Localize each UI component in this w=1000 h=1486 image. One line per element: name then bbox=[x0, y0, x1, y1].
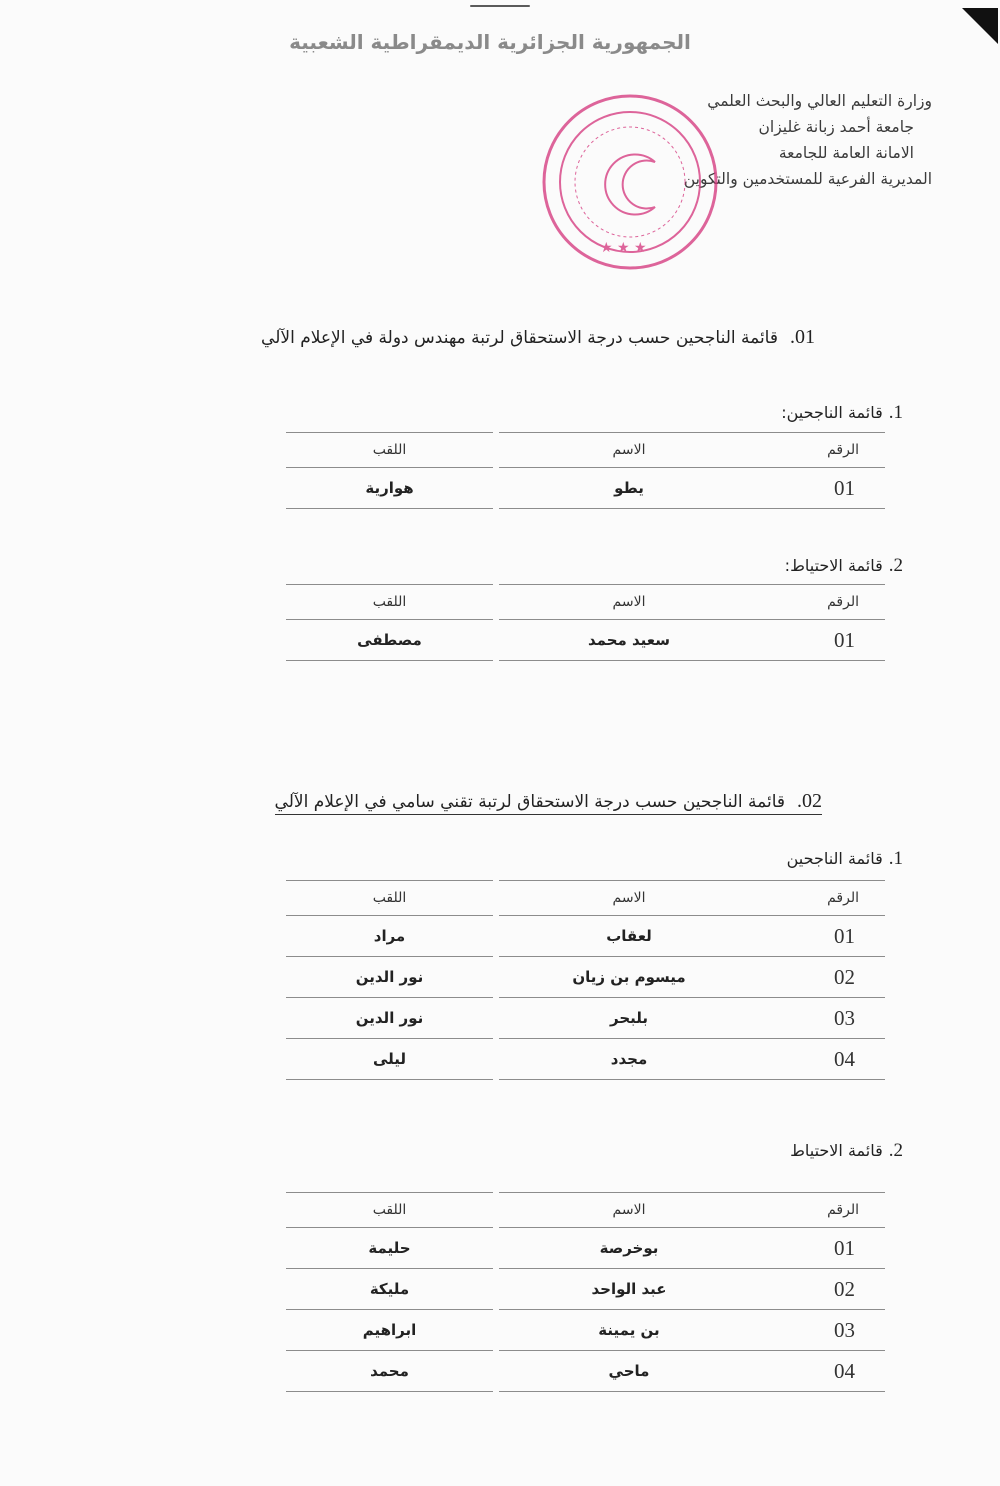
row-number: 01 bbox=[759, 916, 885, 957]
table-row bbox=[283, 1310, 885, 1351]
section-2-number: 02. bbox=[797, 790, 822, 812]
row-number: 01 bbox=[759, 468, 885, 509]
row-lastname: مراد bbox=[283, 916, 496, 957]
table-header-row bbox=[283, 433, 885, 468]
stars-icon: ★ ★ ★ bbox=[600, 240, 647, 256]
row-lastname: مليكة bbox=[283, 1269, 496, 1310]
s2-winners-table bbox=[280, 880, 885, 1080]
col-lastname: اللقب bbox=[283, 585, 496, 620]
col-name: الاسم bbox=[496, 1193, 759, 1228]
table-header-row bbox=[283, 585, 885, 620]
list-title-text: قائمة الناجحين: bbox=[781, 403, 883, 422]
col-number: الرقم bbox=[759, 881, 885, 916]
col-name: الاسم bbox=[496, 433, 759, 468]
table-row bbox=[283, 998, 885, 1039]
col-number: الرقم bbox=[759, 433, 885, 468]
republic-heading: الجمهورية الجزائرية الديمقراطية الشعبية bbox=[289, 30, 691, 54]
table-row bbox=[283, 620, 885, 661]
secretariat-line: الامانة العامة للجامعة bbox=[778, 144, 914, 162]
row-lastname: حليمة bbox=[283, 1228, 496, 1269]
col-lastname: اللقب bbox=[283, 1193, 496, 1228]
table-row bbox=[283, 1039, 885, 1080]
s1-winners-table bbox=[280, 432, 885, 509]
row-name: ميسوم بن زيان bbox=[496, 957, 759, 998]
row-name: عبد الواحد bbox=[496, 1269, 759, 1310]
row-lastname: محمد bbox=[283, 1351, 496, 1392]
s2-reserve-table bbox=[280, 1192, 885, 1392]
row-lastname: ليلى bbox=[283, 1039, 496, 1080]
col-name: الاسم bbox=[496, 881, 759, 916]
row-number: 02 bbox=[759, 957, 885, 998]
section-2-title bbox=[275, 790, 822, 815]
row-number: 01 bbox=[759, 1228, 885, 1269]
list-title-text: قائمة الاحتياط bbox=[790, 1141, 883, 1160]
ministry-line: وزارة التعليم العالي والبحث العلمي bbox=[707, 92, 932, 110]
section-1-text: قائمة الناجحين حسب درجة الاستحقاق لرتبة مهندس دولة في الإعلام الآلي bbox=[261, 328, 778, 348]
row-name: بن يمينة bbox=[496, 1310, 759, 1351]
col-number: الرقم bbox=[759, 1193, 885, 1228]
table-row bbox=[283, 957, 885, 998]
row-name: بوخرصة bbox=[496, 1228, 759, 1269]
s1-winners-title bbox=[781, 402, 903, 424]
row-number: 01 bbox=[759, 620, 885, 661]
row-name: ماحي bbox=[496, 1351, 759, 1392]
row-number: 02 bbox=[759, 1269, 885, 1310]
s1-reserve-table bbox=[280, 584, 885, 661]
col-number: الرقم bbox=[759, 585, 885, 620]
table-header-row bbox=[283, 881, 885, 916]
col-name: الاسم bbox=[496, 585, 759, 620]
stamp-dotted-ring bbox=[575, 127, 685, 237]
row-name: سعيد محمد bbox=[496, 620, 759, 661]
list-number: 1. bbox=[888, 848, 903, 869]
row-lastname: نور الدين bbox=[283, 998, 496, 1039]
list-title-text: قائمة الناجحين bbox=[786, 849, 883, 868]
s2-winners-title bbox=[787, 848, 903, 870]
s2-reserve-title bbox=[790, 1140, 903, 1162]
scan-corner bbox=[962, 8, 998, 44]
row-name: لعقاب bbox=[496, 916, 759, 957]
table-row bbox=[283, 468, 885, 509]
table-header-row bbox=[283, 1193, 885, 1228]
list-title-text: قائمة الاحتياط: bbox=[784, 556, 883, 575]
row-lastname: مصطفى bbox=[283, 620, 496, 661]
row-name: يطو bbox=[496, 468, 759, 509]
crescent-icon bbox=[605, 155, 655, 215]
section-2-text: قائمة الناجحين حسب درجة الاستحقاق لرتبة تقني سامي في الإعلام الآلي bbox=[274, 792, 785, 812]
row-lastname: هوارية bbox=[283, 468, 496, 509]
list-number: 2. bbox=[888, 555, 903, 576]
row-name: بلبحر bbox=[496, 998, 759, 1039]
row-lastname: نور الدين bbox=[283, 957, 496, 998]
row-lastname: ابراهيم bbox=[283, 1310, 496, 1351]
row-name: مجدد bbox=[496, 1039, 759, 1080]
col-lastname: اللقب bbox=[283, 433, 496, 468]
table-row bbox=[283, 1269, 885, 1310]
table-row bbox=[283, 1228, 885, 1269]
directorate-line: المديرية الفرعية للمستخدمين والتكوين bbox=[683, 170, 932, 188]
list-number: 2. bbox=[888, 1140, 903, 1161]
s1-reserve-title bbox=[785, 555, 903, 577]
list-number: 1. bbox=[888, 402, 903, 423]
row-number: 04 bbox=[759, 1351, 885, 1392]
section-1-title bbox=[261, 326, 815, 349]
section-1-number: 01. bbox=[790, 326, 815, 348]
row-number: 03 bbox=[759, 1310, 885, 1351]
table-row bbox=[283, 916, 885, 957]
col-lastname: اللقب bbox=[283, 881, 496, 916]
stamp-inner-ring bbox=[560, 112, 700, 252]
table-row bbox=[283, 1351, 885, 1392]
scan-mark bbox=[470, 5, 530, 7]
row-number: 03 bbox=[759, 998, 885, 1039]
official-stamp bbox=[540, 92, 720, 272]
row-number: 04 bbox=[759, 1039, 885, 1080]
university-line: جامعة أحمد زبانة غليزان bbox=[758, 118, 914, 136]
